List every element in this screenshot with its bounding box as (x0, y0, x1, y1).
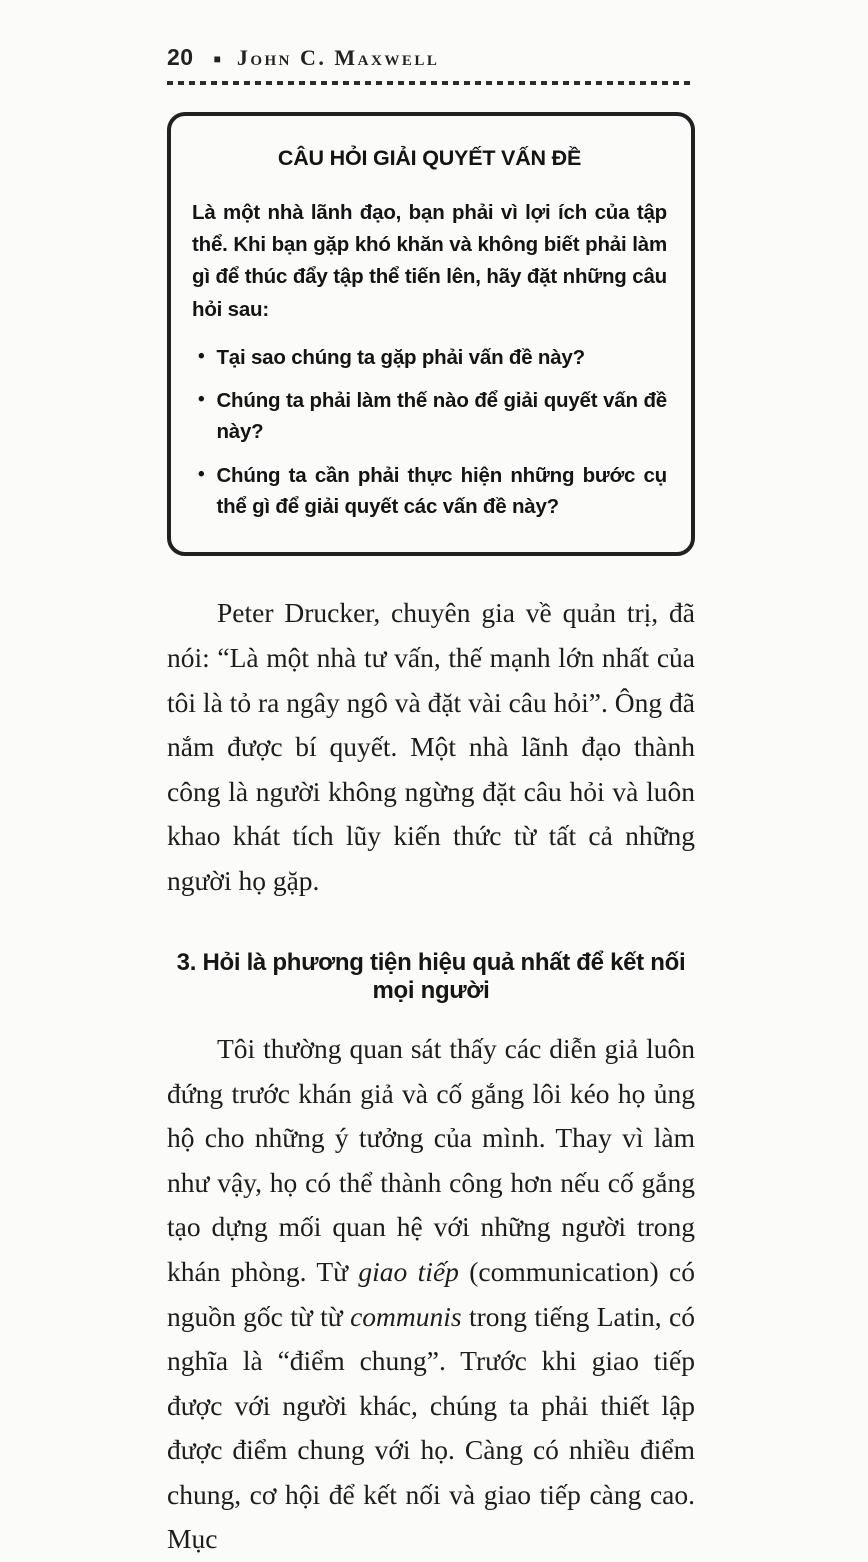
paragraph (167, 1027, 695, 1562)
callout-box (167, 112, 695, 556)
running-head-author: John C. Maxwell (236, 45, 440, 70)
callout-title: CÂU HỎI GIẢI QUYẾT VẤN ĐỀ (277, 146, 582, 170)
square-bullet-icon: ■ (213, 52, 221, 66)
section-heading: 3. Hỏi là phương tiện hiệu quả nhất để kết nối mọi người (176, 949, 686, 1005)
italic-term: communis (350, 1300, 462, 1332)
list-item (198, 386, 667, 448)
list-item-text: Chúng ta cần phải thực hiện những bước cụ thể gì để giải quyết các vấn đề này? (216, 463, 667, 518)
paragraph: Peter Drucker, chuyên gia về quản trị, đã nói: “Là một nhà tư vấn, thế mạnh lớn nhất của tôi là tỏ ra ngây ngô và đặt vài câu hỏi”. Ông đã nắm được bí quyết. Một nhà lãnh đạo thành công là người không ngừng đặt câu hỏi và luôn khao khát tích lũy kiến thức từ tất cả những người họ gặp. (167, 597, 695, 896)
italic-term: giao tiếp (358, 1256, 459, 1287)
list-item-text: Tại sao chúng ta gặp phải vấn đề này? (216, 345, 585, 369)
paragraph-text: Tôi thường quan sát thấy các diễn giả luôn đứng trước khán giả và cố gắng lôi kéo họ ủng hộ cho những ý tưởng của mình. Thay vì làm như vậy, họ có thể thành công hơn nếu cố gắng tạo dựng mối quan hệ với những người trong khán phòng. Từ (167, 1033, 695, 1287)
callout-question-list (192, 343, 667, 523)
bullet-dot-icon: • (198, 345, 205, 367)
page-number: 20 (167, 44, 194, 70)
list-item-text: Chúng ta phải làm thế nào để giải quyết vấn đề này? (216, 389, 667, 444)
list-item (198, 461, 667, 523)
bullet-dot-icon: • (198, 463, 205, 485)
paragraph-text: (communication) có nguồn gốc từ từ (167, 1256, 695, 1332)
bullet-dot-icon: • (198, 389, 205, 411)
running-header (167, 44, 695, 71)
header-divider (167, 81, 695, 85)
paragraph-text: trong tiếng Latin, có nghĩa là “điểm chung”. Trước khi giao tiếp được với người khác, chúng ta phải thiết lập được điểm chung với họ. Càng có nhiều điểm chung, cơ hội để kết nối và giao tiếp càng cao. Mục (167, 1300, 696, 1555)
list-item (198, 343, 667, 374)
callout-intro: Là một nhà lãnh đạo, bạn phải vì lợi ích của tập thể. Khi bạn gặp khó khăn và không biết phải làm gì để thúc đẩy tập thể tiến lên, hãy đặt những câu hỏi sau: (192, 201, 667, 321)
